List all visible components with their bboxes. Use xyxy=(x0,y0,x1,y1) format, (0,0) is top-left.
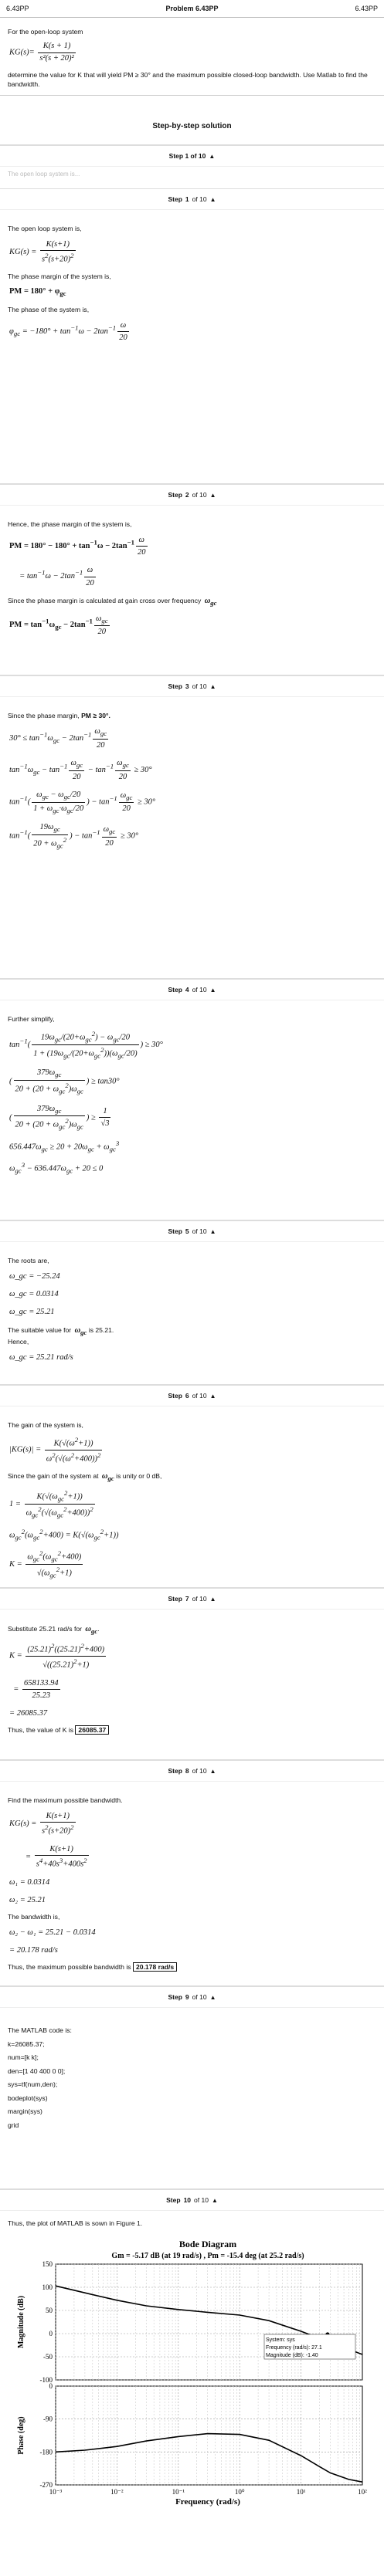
code-line: margin(sys) xyxy=(8,2107,42,2116)
code-line: bodeplot(sys) xyxy=(8,2094,48,2102)
step-text: Since the phase margin is calculated at gain cross over frequency xyxy=(8,596,202,604)
equation: ( $\frac{379\omega_{gc}}{20 + (20 + \omega_{gc}^2)\omega_{gc}}$ ) ≥ tan30° xyxy=(9,1068,120,1095)
gc-frequency: ω_gc = 25.21 rad/s xyxy=(9,1352,73,1362)
equation: PM = $\tan^{-1}\omega_{gc} - 2\tan^{-1}$ $\frac{\omega_{gc}}{20}$ xyxy=(9,614,108,637)
problem-code-right: 6.43PP xyxy=(355,5,378,12)
step-prefix: Step xyxy=(168,195,182,204)
y-tick-label: -180 xyxy=(39,2448,53,2456)
chevron-up-icon: ▲ xyxy=(209,491,216,499)
step-number: 2 xyxy=(185,491,189,499)
chevron-up-icon: ▲ xyxy=(209,1767,216,1775)
step-of: of 10 xyxy=(192,682,207,691)
step-prefix: Step xyxy=(168,491,182,499)
step-of: of 10 xyxy=(194,2196,209,2205)
step-of: of 10 xyxy=(192,986,207,994)
step-content-6: The gain of the system is, |KG(s)| = $\frac{K(√(\omega^2+1))}{\omega^2(√(\omega^2+400))^2}$ Since the gain of the system at $\omega_{gc}$ is unity or 0 dB, 1 = $\frac{K(√(\omega_{gc}^2+1))}{\omega_{gc}^2(√(\omega_{gc}^2+400))^2}$ $\omega_{gc}^2(\omega_{gc}^2+400) = K(√(\omega_{gc}^2+1))$ K = $\frac{\omega_{gc}^2(\omega_{gc}^2+400)}{√(\omega_{gc}^2+1)}$ xyxy=(0,1406,384,1588)
step-number: 9 xyxy=(185,1993,189,2002)
root-value: ω_gc = −25.24 xyxy=(9,1271,60,1281)
equation: ( $\frac{379\omega_{gc}}{20 + (20 + \omega_{gc}^2)\omega_{gc}}$ ) ≥ $\frac{1}{√3}$ xyxy=(9,1104,110,1131)
omega-2: ω₂ = 25.21 xyxy=(9,1896,46,1905)
chevron-up-icon: ▲ xyxy=(211,2196,218,2204)
y-tick-label: -100 xyxy=(39,2375,53,2384)
step-number: 3 xyxy=(185,682,189,691)
y-tick-label: 0 xyxy=(49,2381,53,2390)
step-text: Substitute 25.21 rad/s for xyxy=(8,1625,83,1633)
step-toggle-8[interactable] xyxy=(0,1760,384,1782)
step-content-4 xyxy=(0,1000,384,1220)
x-tick-label: 10¹ xyxy=(296,2487,305,2496)
equation: $\tan^{-1}\omega_{gc} - \tan^{-1}$ $\frac{\omega_{gc}}{20}$ − $\tan^{-1}$ $\frac{\omega_{gc}}{20}$ ≥ 30° xyxy=(9,758,152,781)
data-tip-text: Magnitude (dB): -1.40 xyxy=(265,2352,318,2358)
step-prefix: Step xyxy=(168,1227,182,1236)
x-tick-label: 10² xyxy=(357,2487,367,2496)
step-text: The MATLAB code is: xyxy=(8,2026,72,2035)
step-prefix: Step xyxy=(166,2196,181,2205)
step-text: The phase margin of the system is, xyxy=(8,272,111,280)
step-content-3 xyxy=(0,697,384,979)
step-prefix: Step xyxy=(168,1767,182,1775)
step-number: 4 xyxy=(185,986,189,994)
step-of: of 10 xyxy=(192,1767,207,1775)
collapsed-step-preview xyxy=(0,167,384,188)
plot-frame xyxy=(56,2386,362,2485)
chevron-up-icon: ▲ xyxy=(209,986,216,994)
code-line: den=[1 40 400 0 0]; xyxy=(8,2067,66,2075)
code-line: sys=tf(num,den); xyxy=(8,2080,58,2089)
step-number: 5 xyxy=(185,1227,189,1236)
step-text: The open loop system is, xyxy=(8,225,82,233)
equation: $30^\circ \le \tan^{-1}\omega_{gc} - 2\tan^{-1}$ $\frac{\omega_{gc}}{20}$ xyxy=(9,726,107,750)
question-text: determine the value for K that will yield PM ≥ 30° and the maximum possible closed-loop bandwidth. Use Matlab to find the bandwidth. xyxy=(8,71,368,89)
equation: = $\tan^{-1}\omega - 2\tan^{-1}$ $\frac{\omega}{20}$ xyxy=(9,566,94,587)
code-line: num=[k k]; xyxy=(8,2053,39,2062)
step-text: The bandwidth is, xyxy=(8,1913,60,1921)
root-value: ω_gc = 0.0314 xyxy=(9,1290,59,1299)
y-tick-label: 100 xyxy=(42,2283,53,2291)
bode-diagram xyxy=(11,2236,374,2507)
step-text: Since the gain of the system at xyxy=(8,1472,99,1481)
equation: $656.447\omega_{gc} \ge 20 + 20\omega_{gc} + \omega_{gc}^3$ xyxy=(9,1139,120,1153)
step-text: Further simplify, xyxy=(8,1015,55,1024)
step-text: Find the maximum possible bandwidth. xyxy=(8,1796,123,1805)
step-prefix: Step xyxy=(168,986,182,994)
step-of: of 10 xyxy=(192,491,207,499)
step-of: of 10 xyxy=(192,1595,207,1603)
step-text: Thus, the value of K is xyxy=(8,1726,74,1735)
step-content-5: The roots are, ω_gc = −25.24 ω_gc = 0.0314 ω_gc = 25.21 The suitable value for $\omega_{gc}$ is 25.21. Hence, ω_gc = 25.21 rad/s xyxy=(0,1242,384,1385)
step-text: is unity or 0 dB, xyxy=(116,1472,162,1481)
step-of: of 10 xyxy=(192,195,207,204)
step-content-7: Substitute 25.21 rad/s for $\omega_{gc}$. K = $\frac{(25.21)^2((25.21)^2+400)}{√((25.21)^2+1)}$ = $\frac{658133.94}{25.23}$ = 26085.37 Thus, the value of K is 26085.37 xyxy=(0,1610,384,1760)
step-toggle-10[interactable] xyxy=(0,2189,384,2211)
y-tick-label: -270 xyxy=(39,2480,53,2489)
equation: $\tan^{-1}$( $\frac{19\omega_{gc}/(20+\omega_{gc}^2) - \omega_{gc}/20}{1 + (19\omega_{gc}/(20+\omega_{gc}^2))(\omega_{gc}/20)}$ ) ≥ 30° xyxy=(9,1029,163,1060)
chevron-up-icon: ▲ xyxy=(209,195,216,203)
step-of: of 10 xyxy=(192,1227,207,1236)
step-prefix: Step xyxy=(168,682,182,691)
k-answer-box: 26085.37 xyxy=(75,1725,109,1735)
step-number: 1 xyxy=(185,195,189,204)
step-toggle-7[interactable] xyxy=(0,1588,384,1610)
step-text: Since the phase margin, xyxy=(8,712,80,720)
step-number: 8 xyxy=(185,1767,189,1775)
pm-condition: PM ≥ 30°. xyxy=(81,712,110,720)
equation: |KG(s)| = $\frac{K(√(\omega^2+1))}{\omega^2(√(\omega^2+400))^2}$ xyxy=(9,1435,101,1464)
chevron-up-icon: ▲ xyxy=(209,1392,216,1400)
data-tip-text: System: sys xyxy=(265,2337,295,2343)
y-tick-label: 50 xyxy=(45,2306,53,2314)
y-tick-label: -50 xyxy=(42,2352,53,2361)
step-text: Thus, the maximum possible bandwidth is xyxy=(8,1963,131,1972)
bandwidth-calc: ω₂ − ω₁ = 25.21 − 0.0314 xyxy=(9,1928,96,1937)
equation: KG(s) = $\frac{K(s+1)}{s^2(s+20)^2}$ xyxy=(9,1811,74,1836)
code-line: grid xyxy=(8,2121,19,2129)
step-toggle-3[interactable] xyxy=(0,675,384,697)
step-text: The suitable value for xyxy=(8,1325,72,1334)
solution-heading: Step-by-step solution xyxy=(0,96,384,145)
step-prefix: Step xyxy=(168,1993,182,2002)
formula-lhs: KG(s)= xyxy=(9,48,35,57)
chart-subtitle: Gm = -5.17 dB (at 19 rad/s) , Pm = -15.4 deg (at 25.2 rad/s) xyxy=(110,2251,304,2260)
data-tip-text: Frequency (rad/s): 27.1 xyxy=(265,2344,322,2351)
x-axis-label: Frequency (rad/s) xyxy=(175,2496,240,2507)
step-toggle-4[interactable] xyxy=(0,979,384,1000)
equation: K = $\frac{\omega_{gc}^2(\omega_{gc}^2+400)}{√(\omega_{gc}^2+1)}$ xyxy=(9,1549,82,1579)
chevron-up-icon: ▲ xyxy=(209,152,216,160)
equation: = $\frac{658133.94}{25.23}$ xyxy=(9,1677,376,1701)
equation: $\omega_{gc}^3 - 636.447\omega_{gc} + 20 \le 0$ xyxy=(9,1160,104,1175)
step-text: Hence, xyxy=(8,1338,29,1346)
y-tick-label: 150 xyxy=(42,2260,53,2268)
step-of: of 10 xyxy=(192,1993,207,2002)
step-number: 7 xyxy=(185,1595,189,1603)
equation: 1 = $\frac{K(√(\omega_{gc}^2+1))}{\omega_{gc}^2(√(\omega_{gc}^2+400))^2}$ xyxy=(9,1489,93,1520)
problem-title: Problem 6.43PP xyxy=(165,5,219,12)
step-text: The gain of the system is, xyxy=(8,1421,83,1430)
step-toggle-5[interactable] xyxy=(0,1220,384,1242)
bandwidth-answer-box: 20.178 rad/s xyxy=(133,1962,177,1972)
x-tick-label: 10⁰ xyxy=(234,2487,245,2496)
equation: PM = $180^\circ + \varphi_{gc}$ xyxy=(9,287,66,298)
omega-1: ω₁ = 0.0314 xyxy=(9,1877,50,1887)
step-content-1 xyxy=(0,210,384,484)
chevron-up-icon: ▲ xyxy=(209,1595,216,1603)
bandwidth-result: = 20.178 rad/s xyxy=(9,1945,58,1955)
equation: $\omega_{gc}^2(\omega_{gc}^2+400) = K(√(\omega_{gc}^2+1))$ xyxy=(9,1527,119,1542)
step-text: is 25.21. xyxy=(88,1325,114,1334)
step-toggle-2[interactable] xyxy=(0,484,384,506)
equation: = $\frac{K(s+1)}{s^4+40s^3+400s^2}$ xyxy=(9,1844,87,1869)
x-tick-label: 10⁻³ xyxy=(49,2487,62,2496)
step-prefix: Step xyxy=(168,1392,182,1400)
step-content-9 xyxy=(0,2008,384,2189)
step-content-10 xyxy=(0,2211,384,2518)
k-numerator: 658133.94 xyxy=(22,1677,60,1690)
step-prefix: Step xyxy=(168,1595,182,1603)
root-value: ω_gc = 25.21 xyxy=(9,1308,55,1317)
problem-code: 6.43PP xyxy=(6,5,29,12)
step-toggle-6[interactable] xyxy=(0,1385,384,1406)
step-content-2: Hence, the phase margin of the system is, PM = $180^\circ - 180^\circ + \tan^{-1}\omega - 2\tan^{-1}$ $\frac{\omega}{20}$ = $\tan^{-1}\omega - 2\tan^{-1}$ $\frac{\omega}{20}$ Since the phase margin is calculated at gain cross over frequency $\omega_{gc}$ PM = $\tan^{-1}\omega_{gc} - 2\tan^{-1}$ $\frac{\omega_{gc}}{20}$ xyxy=(0,506,384,675)
plot-frame xyxy=(56,2264,362,2380)
step-label: Step 1 of 10 xyxy=(168,152,206,161)
x-tick-label: 10⁻² xyxy=(110,2487,124,2496)
question-block xyxy=(0,18,384,96)
step-toggle-collapsed[interactable] xyxy=(0,145,384,167)
equation: $\tan^{-1}$( $\frac{19\omega_{gc}}{20 + \omega_{gc}^2}$ ) − $\tan^{-1}$ $\frac{\omega_{gc}}{20}$ ≥ 30° xyxy=(9,823,139,850)
chevron-up-icon: ▲ xyxy=(209,1993,216,2001)
question-formula xyxy=(9,41,376,64)
step-number: 6 xyxy=(185,1392,189,1400)
equation: $\varphi_{gc} = -180^\circ + \tan^{-1}\omega - 2\tan^{-1}$ $\frac{\omega}{20}$ xyxy=(9,320,127,342)
y-axis-label: Phase (deg) xyxy=(16,2416,25,2455)
equation: KG(s) = $\frac{K(s+1)}{s^2(s+20)^2}$ xyxy=(9,239,74,264)
x-tick-label: 10⁻¹ xyxy=(172,2487,185,2496)
chart-title: Bode Diagram xyxy=(178,2238,236,2249)
formula-denominator: s²(s + 20)² xyxy=(39,53,74,63)
question-intro: For the open-loop system xyxy=(8,28,83,36)
step-of: of 10 xyxy=(192,1392,207,1400)
step-text: Thus, the plot of MATLAB is sown in Figure 1. xyxy=(8,2219,143,2228)
formula-numerator: K(s + 1) xyxy=(38,41,75,53)
step-number: 10 xyxy=(183,2196,192,2205)
step-content-8 xyxy=(0,1782,384,1986)
equation: $\tan^{-1}$( $\frac{\omega_{gc} - \omega_{gc}/20}{1 + \omega_{gc}\cdot\omega_{gc}/20}$ ) − $\tan^{-1}$ $\frac{\omega_{gc}}{20}$ ≥ 30° xyxy=(9,790,156,814)
code-line: k=26085.37; xyxy=(8,2039,45,2048)
k-denominator: 25.23 xyxy=(32,1691,51,1700)
y-tick-label: 0 xyxy=(49,2329,53,2337)
y-tick-label: -90 xyxy=(42,2415,53,2423)
step-text: The roots are, xyxy=(8,1257,49,1265)
step-text: Hence, the phase margin of the system is, xyxy=(8,520,132,529)
equation: PM = $180^\circ - 180^\circ + \tan^{-1}\omega - 2\tan^{-1}$ $\frac{\omega}{20}$ xyxy=(9,535,146,557)
top-bar xyxy=(0,0,384,18)
chevron-up-icon: ▲ xyxy=(209,1227,216,1235)
collapsed-step-text: The open loop system is... xyxy=(8,171,80,178)
step-toggle-9[interactable] xyxy=(0,1986,384,2008)
y-axis-label: Magnitude (dB) xyxy=(16,2295,25,2348)
equation: K = $\frac{(25.21)^2((25.21)^2+400)}{√((25.21)^2+1)}$ xyxy=(9,1642,105,1670)
step-text: The phase of the system is, xyxy=(8,306,90,314)
k-result: = 26085.37 xyxy=(9,1709,48,1718)
step-toggle-1[interactable] xyxy=(0,188,384,210)
chevron-up-icon: ▲ xyxy=(209,682,216,690)
